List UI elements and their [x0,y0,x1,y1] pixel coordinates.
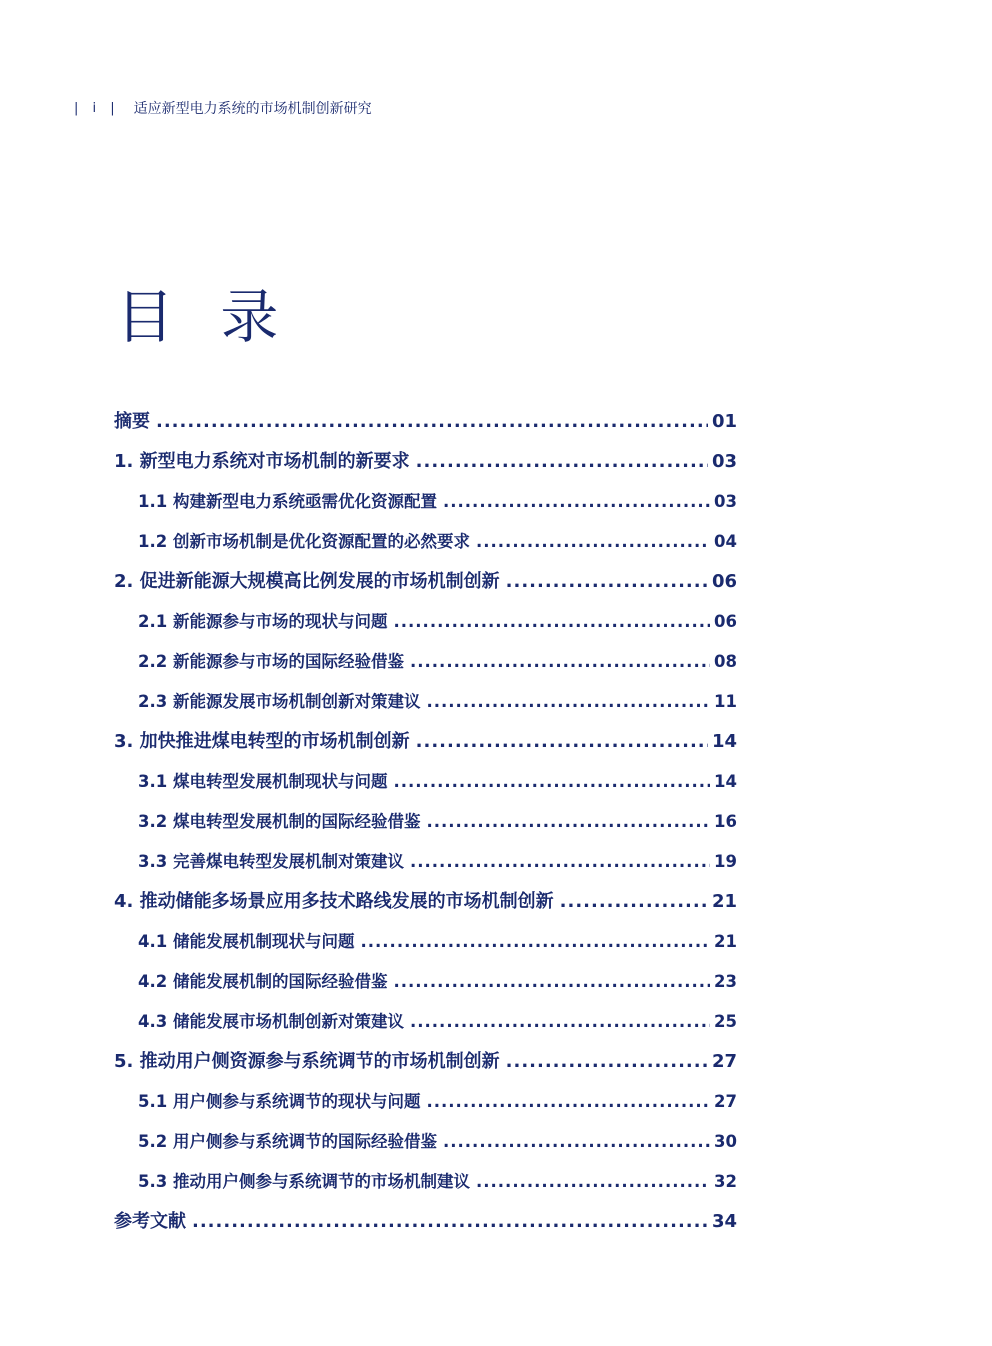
toc-entry-page: 23 [714,972,737,991]
toc-subentry[interactable] [138,1089,737,1115]
toc-leader-dots [156,409,708,435]
toc-subentry[interactable] [138,689,737,715]
toc-entry-label: 5.2 用户侧参与系统调节的国际经验借鉴 [138,1132,437,1151]
toc-entry-page: 01 [711,411,737,432]
toc-entry-label: 5.3 推动用户侧参与系统调节的市场机制建议 [138,1172,470,1191]
toc-subentry[interactable] [138,649,737,675]
toc-leader-dots [426,1089,710,1115]
toc-subentry[interactable] [138,969,737,995]
toc-entry-page: 16 [714,812,737,831]
toc-leader-dots [360,929,710,955]
toc-subentry[interactable] [138,609,737,635]
toc-entry-page: 03 [714,492,737,511]
toc-leader-dots [560,889,708,915]
toc-entry-label: 3.3 完善煤电转型发展机制对策建议 [138,852,404,871]
toc-entry-page: 21 [714,932,737,951]
toc-entry-page: 19 [714,852,737,871]
toc-subentry[interactable] [138,809,737,835]
toc-entry-label: 1. 新型电力系统对市场机制的新要求 [114,451,410,472]
toc-entry-label: 3.2 煤电转型发展机制的国际经验借鉴 [138,812,421,831]
toc-leader-dots [410,1009,710,1035]
toc-entry[interactable] [114,1049,737,1075]
toc-leader-dots [476,1169,710,1195]
toc-entry-page: 03 [711,451,737,472]
toc-entry-page: 34 [711,1211,737,1232]
toc-entry[interactable] [114,1209,737,1235]
toc-entry-page: 04 [714,532,737,551]
toc-leader-dots [506,569,708,595]
toc-entry-label: 5.1 用户侧参与系统调节的现状与问题 [138,1092,421,1111]
toc-entry-page: 14 [714,772,737,791]
toc-entry[interactable] [114,729,737,755]
page-title: 目 录 [116,283,293,351]
toc-leader-dots [416,449,708,475]
toc-leader-dots [443,1129,710,1155]
toc-entry-label: 2.2 新能源参与市场的国际经验借鉴 [138,652,404,671]
toc-entry-label: 参考文献 [114,1211,186,1232]
toc-leader-dots [476,529,710,555]
running-header [74,98,372,118]
toc-entry-page: 27 [711,1051,737,1072]
toc-entry-label: 4.1 储能发展机制现状与问题 [138,932,355,951]
toc-subentry[interactable] [138,489,737,515]
toc-leader-dots [410,649,710,675]
toc-entry-page: 06 [714,612,737,631]
toc-entry[interactable] [114,409,737,435]
toc-entry[interactable] [114,889,737,915]
toc-entry-label: 4.3 储能发展市场机制创新对策建议 [138,1012,404,1031]
toc-entry-page: 14 [711,731,737,752]
toc-leader-dots [416,729,708,755]
toc-entry-label: 摘要 [114,411,150,432]
toc-entry-page: 32 [714,1172,737,1191]
toc-leader-dots [506,1049,708,1075]
toc-subentry[interactable] [138,769,737,795]
toc-entry-page: 30 [714,1132,737,1151]
toc-leader-dots [192,1209,708,1235]
toc-subentry[interactable] [138,529,737,555]
toc-leader-dots [443,489,710,515]
toc-subentry[interactable] [138,929,737,955]
toc-entry-label: 1.1 构建新型电力系统亟需优化资源配置 [138,492,437,511]
toc-entry-label: 1.2 创新市场机制是优化资源配置的必然要求 [138,532,470,551]
toc-entry-label: 2.1 新能源参与市场的现状与问题 [138,612,388,631]
toc-entry-label: 3.1 煤电转型发展机制现状与问题 [138,772,388,791]
toc-subentry[interactable] [138,849,737,875]
toc-leader-dots [393,969,710,995]
toc-entry-page: 25 [714,1012,737,1031]
toc-leader-dots [393,769,710,795]
toc-subentry[interactable] [138,1009,737,1035]
toc-entry-label: 4.2 储能发展机制的国际经验借鉴 [138,972,388,991]
toc-leader-dots [393,609,710,635]
toc-entry-label: 2. 促进新能源大规模高比例发展的市场机制创新 [114,571,500,592]
toc-entry-label: 4. 推动储能多场景应用多技术路线发展的市场机制创新 [114,891,554,912]
toc-entry[interactable] [114,569,737,595]
toc-entry-page: 21 [711,891,737,912]
toc-subentry[interactable] [138,1129,737,1155]
toc-entry-label: 5. 推动用户侧资源参与系统调节的市场机制创新 [114,1051,500,1072]
toc-subentry[interactable] [138,1169,737,1195]
toc-entry-page: 06 [711,571,737,592]
toc-entry-label: 3. 加快推进煤电转型的市场机制创新 [114,731,410,752]
toc-entry-page: 08 [714,652,737,671]
toc-leader-dots [426,809,710,835]
toc-entry[interactable] [114,449,737,475]
toc-entry-label: 2.3 新能源发展市场机制创新对策建议 [138,692,421,711]
toc-entry-page: 27 [714,1092,737,1111]
page-number-marker: | i | [74,100,120,116]
toc-entry-page: 11 [714,692,737,711]
document-title: 适应新型电力系统的市场机制创新研究 [133,101,372,117]
toc-leader-dots [410,849,710,875]
toc-leader-dots [426,689,710,715]
